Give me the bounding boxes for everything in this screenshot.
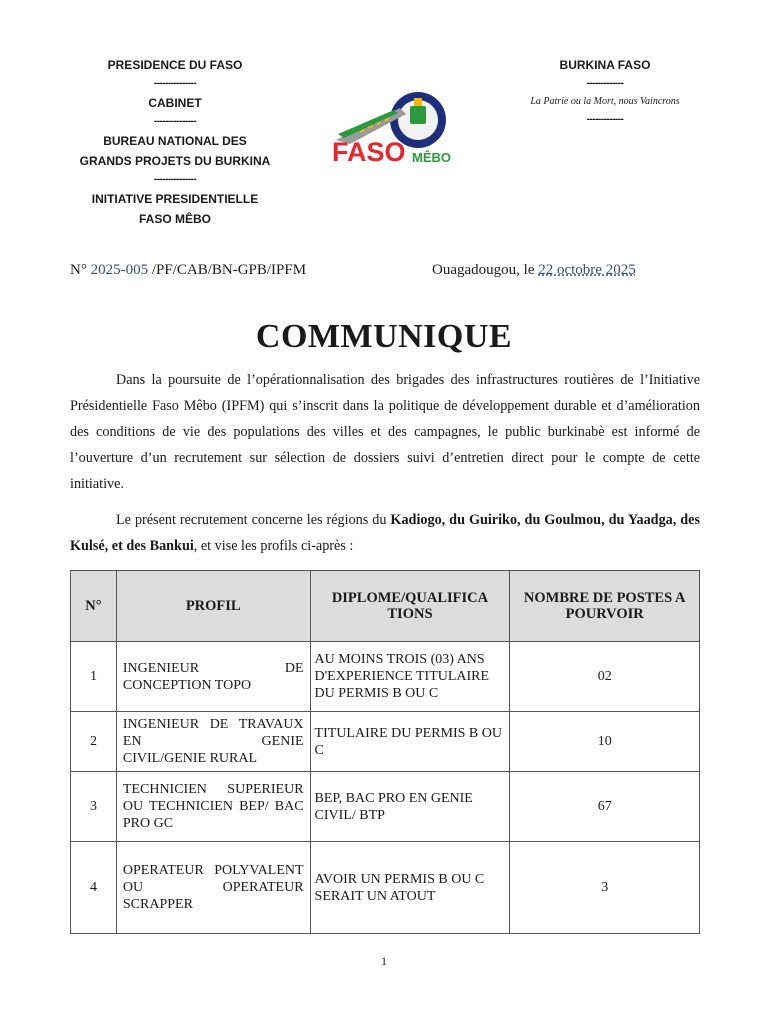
faso-mebo-logo — [330, 88, 470, 168]
row-diploma: AU MOINS TROIS (03) ANS D'EXPERIENCE TITULAIRE DU PERMIS B OU C — [310, 642, 510, 712]
logo-main-text: FASO — [332, 137, 406, 167]
regions-outro: , et vise les profils ci-après : — [193, 538, 354, 554]
row-diploma: TITULAIRE DU PERMIS B OU C — [310, 712, 510, 772]
table-row — [71, 642, 700, 712]
national-motto: La Patrie ou la Mort, nous Vaincrons — [530, 96, 680, 107]
row-number: 4 — [71, 842, 117, 934]
row-number: 2 — [71, 712, 117, 772]
bureau-line-2: GRANDS PROJETS DU BURKINA — [79, 154, 271, 168]
regions-list: Kadiogo, du Guiriko, du Goulmou, du Yaadga, des Kulsé, et des Bankui — [70, 512, 700, 554]
row-profile — [116, 772, 310, 842]
row-number: 1 — [71, 642, 117, 712]
paragraph-regions — [70, 507, 700, 559]
separator: ------------- — [586, 114, 624, 125]
issuing-authority-block — [60, 55, 290, 229]
separator: --------------- — [153, 174, 197, 185]
header-diploma: DIPLOME/QUALIFICA TIONS — [310, 571, 510, 642]
table-row — [71, 712, 700, 772]
positions-table — [70, 570, 700, 934]
dateline — [432, 262, 636, 279]
table-row — [71, 842, 700, 934]
logo-sub-text: MÊBO — [412, 150, 451, 165]
document-title: COMMUNIQUE — [255, 318, 513, 355]
row-positions: 10 — [510, 712, 700, 772]
table-header-row — [71, 571, 700, 642]
profile-text-end: CONCEPTION TOPO — [122, 677, 252, 693]
row-diploma: AVOIR UN PERMIS B OU C SERAIT UN ATOUT — [310, 842, 510, 934]
profile-text: INGENIEUR DE — [122, 660, 304, 676]
profile-text: INGENIEUR DE TRAVAUX EN GENIE — [122, 717, 304, 749]
profile-text-end: PRO GC — [122, 816, 174, 831]
separator: ------------- — [586, 78, 624, 89]
dateline-place: Ouagadougou, le — [432, 262, 535, 278]
row-profile — [116, 712, 310, 772]
page-number: 1 — [381, 954, 387, 968]
reference-code: 2025-005 — [90, 262, 149, 278]
row-profile — [116, 642, 310, 712]
country-name: BURKINA FASO — [559, 58, 651, 72]
presidency-line: PRESIDENCE DU FASO — [107, 58, 243, 72]
row-positions: 02 — [510, 642, 700, 712]
dateline-date: 22 octobre 2025 — [538, 262, 636, 278]
row-number: 3 — [71, 772, 117, 842]
country-block — [510, 55, 700, 129]
row-diploma: BEP, BAC PRO EN GENIE CIVIL/ BTP — [310, 772, 510, 842]
regions-intro: Le présent recrutement concerne les régions du — [116, 512, 387, 528]
reference-suffix: /PF/CAB/BN-GPB/IPFM — [151, 262, 307, 278]
reference-prefix: N° — [70, 262, 87, 278]
paragraph-intro: Dans la poursuite de l’opérationnalisation des brigades des infrastructures routières de l’Initiative Présidentielle Faso Mêbo (IPFM) qui s’inscrit dans la politique de développement durable et d’amélioration des conditions de vie des populations des villes et des campagnes, le public burkinabè est informé de l’ouverture d’un recrutement sur sélection de dossiers suivi d’entretien direct pour le compte de cette initiative. — [70, 372, 700, 492]
profile-text-end: SCRAPPER — [122, 897, 193, 912]
profile-text: TECHNICIEN SUPERIEUR OU TECHNICIEN BEP/ BAC — [122, 782, 304, 814]
initiative-line-1: INITIATIVE PRESIDENTIELLE — [91, 192, 259, 206]
header-profile: PROFIL — [116, 571, 310, 642]
separator: --------------- — [153, 116, 197, 127]
separator: --------------- — [153, 78, 197, 89]
bureau-line-1: BUREAU NATIONAL DES — [103, 134, 247, 148]
row-positions: 3 — [510, 842, 700, 934]
profile-text: OPERATEUR POLYVALENT OU OPERATEUR — [122, 863, 304, 895]
reference-number — [70, 262, 306, 279]
initiative-line-2: FASO MÊBO — [138, 212, 211, 226]
row-positions: 67 — [510, 772, 700, 842]
cabinet-line: CABINET — [148, 96, 202, 110]
table-row — [71, 772, 700, 842]
faso-mebo-logo-graphic — [330, 88, 470, 168]
header-number: N° — [71, 571, 117, 642]
profile-text-end: CIVIL/GENIE RURAL — [122, 751, 258, 766]
header-positions: NOMBRE DE POSTES A POURVOIR — [510, 571, 700, 642]
row-profile — [116, 842, 310, 934]
